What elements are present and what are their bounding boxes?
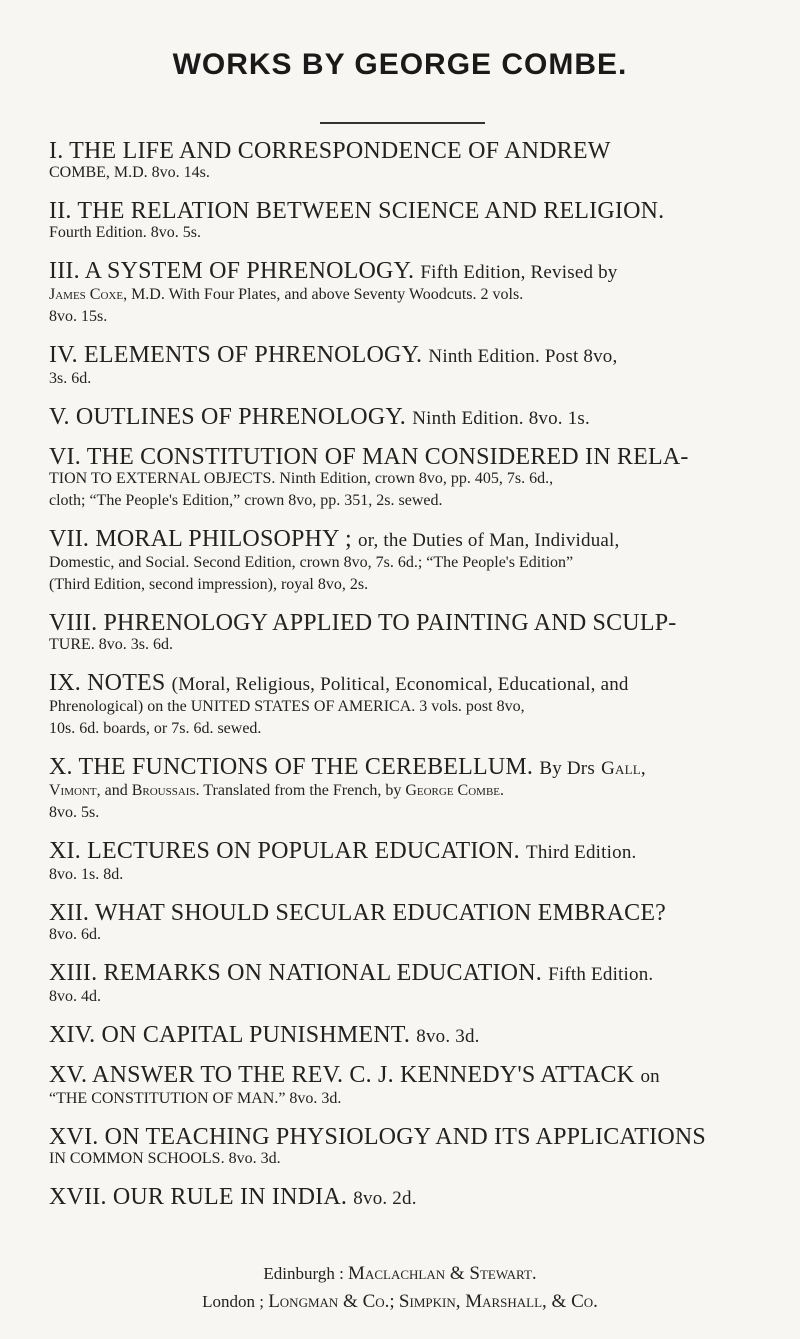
entry-edition: By Drs <box>539 758 595 779</box>
entry-detail: 10s. 6d. boards, or 7s. 6d. sewed. <box>49 720 262 737</box>
entry-heading: XV. ANSWER TO THE REV. C. J. KENNEDY'S ATTACK <box>49 1062 635 1088</box>
publisher-imprint <box>0 1260 800 1316</box>
entry-edition: or, the Duties of Man, Individual, <box>358 530 620 551</box>
entry-name: James Coxe, <box>49 286 128 303</box>
entry-name: George Combe. <box>405 782 505 799</box>
list-item <box>49 1186 764 1210</box>
entry-detail: 8vo. 6d. <box>49 926 101 943</box>
entry-heading: IV. ELEMENTS OF PHRENOLOGY. <box>49 342 423 368</box>
entry-heading: V. OUTLINES OF PHRENOLOGY. <box>49 404 407 430</box>
list-item <box>49 528 764 596</box>
entry-detail: M.D. With Four Plates, and above Seventy Woodcuts. 2 vols. <box>131 286 524 303</box>
list-item <box>49 840 764 886</box>
entry-heading: VIII. PHRENOLOGY APPLIED TO PAINTING AND SCULP- <box>49 610 677 636</box>
entry-detail: TION TO EXTERNAL OBJECTS. Ninth Edition, crown 8vo, pp. 405, 7s. 6d., <box>49 470 554 487</box>
entry-edition: 8vo. 2d. <box>353 1188 417 1209</box>
list-item <box>49 140 764 184</box>
entry-detail: Translated from the French, by <box>203 782 402 799</box>
list-item <box>49 406 764 430</box>
title-rule <box>320 122 485 124</box>
list-item <box>49 672 764 740</box>
entry-heading: XI. LECTURES ON POPULAR EDUCATION. <box>49 838 520 864</box>
entry-detail: IN COMMON SCHOOLS. 8vo. 3d. <box>49 1150 281 1167</box>
entry-name: Vimont, <box>49 782 101 799</box>
entry-detail: Domestic, and Social. Second Edition, crown 8vo, 7s. 6d.; “The People's Edition” <box>49 554 574 571</box>
page-title: WORKS BY GEORGE COMBE. <box>172 48 628 81</box>
entry-edition: 8vo. 3d. <box>416 1026 480 1047</box>
entry-heading: II. THE RELATION BETWEEN SCIENCE AND RELIGION. <box>49 198 665 224</box>
imprint-city: London ; <box>202 1292 264 1311</box>
entry-detail: Phrenological) on the UNITED STATES OF AMERICA. 3 vols. post 8vo, <box>49 698 525 715</box>
entry-heading: XVI. ON TEACHING PHYSIOLOGY AND ITS APPLICATIONS <box>49 1124 706 1150</box>
entry-detail: 8vo. 4d. <box>49 988 101 1005</box>
entry-edition: (Moral, Religious, Political, Economical, Educational, and <box>171 674 629 695</box>
entry-detail: Fourth Edition. 8vo. 5s. <box>49 224 202 241</box>
entry-edition: Ninth Edition. Post 8vo, <box>428 346 618 367</box>
entry-heading: I. THE LIFE AND CORRESPONDENCE OF ANDREW <box>49 138 611 164</box>
entry-detail: TURE. 8vo. 3s. 6d. <box>49 636 173 653</box>
imprint-city: Edinburgh : <box>263 1264 344 1283</box>
entry-detail: 8vo. 15s. <box>49 308 108 325</box>
list-item <box>49 446 764 512</box>
list-item <box>49 1126 764 1170</box>
list-item <box>49 260 764 328</box>
entry-edition: Third Edition. <box>526 842 637 863</box>
entry-edition: Fifth Edition, Revised by <box>420 262 618 283</box>
imprint-publisher: Simpkin, Marshall, & Co. <box>398 1291 598 1312</box>
entry-detail: and <box>104 782 128 799</box>
list-item <box>49 612 764 656</box>
entry-name: Gall, <box>601 758 646 779</box>
list-item <box>49 200 764 244</box>
entry-name: Broussais. <box>131 782 200 799</box>
entry-detail: 8vo. 1s. 8d. <box>49 866 124 883</box>
imprint-publisher: Longman & Co.; <box>268 1291 395 1312</box>
entry-edition: Fifth Edition. <box>548 964 654 985</box>
list-item <box>49 1064 764 1110</box>
entry-heading: XIII. REMARKS ON NATIONAL EDUCATION. <box>49 960 542 986</box>
entry-heading: III. A SYSTEM OF PHRENOLOGY. <box>49 258 415 284</box>
entry-heading: XVII. OUR RULE IN INDIA. <box>49 1184 348 1210</box>
list-item <box>49 756 764 824</box>
entry-detail: 8vo. 5s. <box>49 804 100 821</box>
entry-heading: IX. NOTES <box>49 670 166 696</box>
entry-heading: VII. MORAL PHILOSOPHY ; <box>49 526 352 552</box>
entry-heading: XIV. ON CAPITAL PUNISHMENT. <box>49 1022 411 1048</box>
entry-detail: “THE CONSTITUTION OF MAN.” 8vo. 3d. <box>49 1090 342 1107</box>
entry-detail: cloth; “The People's Edition,” crown 8vo, pp. 351, 2s. sewed. <box>49 492 443 509</box>
list-item <box>49 1024 764 1048</box>
list-item <box>49 962 764 1008</box>
entry-heading: X. THE FUNCTIONS OF THE CEREBELLUM. <box>49 754 534 780</box>
entry-edition: on <box>640 1066 660 1087</box>
works-list <box>49 140 764 1226</box>
list-item <box>49 344 764 390</box>
entry-detail: COMBE, M.D. 8vo. 14s. <box>49 164 210 181</box>
entry-heading: VI. THE CONSTITUTION OF MAN CONSIDERED IN RELA- <box>49 444 689 470</box>
entry-heading: XII. WHAT SHOULD SECULAR EDUCATION EMBRACE? <box>49 900 667 926</box>
entry-detail: (Third Edition, second impression), royal 8vo, 2s. <box>49 576 369 593</box>
imprint-publisher: Maclachlan & Stewart. <box>348 1263 537 1284</box>
entry-detail: 3s. 6d. <box>49 370 92 387</box>
entry-edition: Ninth Edition. 8vo. 1s. <box>412 408 590 429</box>
list-item <box>49 902 764 946</box>
